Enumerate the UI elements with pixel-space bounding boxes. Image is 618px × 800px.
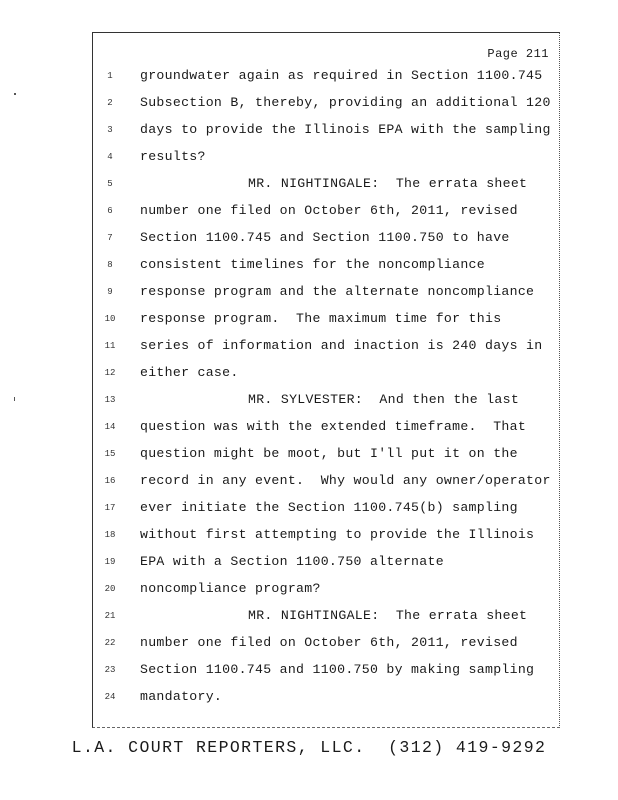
line-number: 3 [107,125,113,135]
line-number: 15 [104,449,116,459]
line-text: without first attempting to provide the Illinois [140,527,535,542]
line-text: question was with the extended timeframe. That [140,419,527,434]
line-number: 8 [107,260,113,270]
line-text: results? [140,149,206,164]
transcript-line [93,392,559,412]
line-number: 24 [104,692,116,702]
transcript-line [93,473,559,493]
line-number: 1 [107,71,113,81]
line-text: ever initiate the Section 1100.745(b) sampling [140,500,518,515]
line-text: consistent timelines for the noncompliance [140,257,485,272]
line-text: mandatory. [140,689,223,704]
line-text: question might be moot, but I'll put it on the [140,446,518,461]
line-number: 2 [107,98,113,108]
transcript-line [93,554,559,574]
line-number: 11 [104,341,116,351]
transcript-line [93,230,559,250]
line-number: 10 [104,314,116,324]
line-number: 20 [104,584,116,594]
line-text: Section 1100.745 and Section 1100.750 to have [140,230,510,245]
transcript-line [93,257,559,277]
transcript-line [93,311,559,331]
line-text: days to provide the Illinois EPA with the sampling [140,122,551,137]
transcript-line [93,662,559,682]
line-number: 5 [107,179,113,189]
scan-speck [14,397,15,401]
line-text: series of information and inaction is 240 days in [140,338,543,353]
line-text: number one filed on October 6th, 2011, revised [140,203,518,218]
transcript-line [93,581,559,601]
transcript-line [93,149,559,169]
line-number: 16 [104,476,116,486]
line-text: MR. NIGHTINGALE: The errata sheet [248,176,528,191]
line-number: 4 [107,152,113,162]
line-text: response program and the alternate noncompliance [140,284,535,299]
line-number: 12 [104,368,116,378]
line-number: 7 [107,233,113,243]
transcript-line [93,284,559,304]
line-number: 6 [107,206,113,216]
line-text: number one filed on October 6th, 2011, revised [140,635,518,650]
line-number: 18 [104,530,116,540]
line-text: Section 1100.745 and 1100.750 by making sampling [140,662,535,677]
transcript-line [93,446,559,466]
line-number: 23 [104,665,116,675]
line-text: MR. SYLVESTER: And then the last [248,392,520,407]
transcript-line [93,419,559,439]
transcript-line [93,176,559,196]
line-number: 9 [107,287,113,297]
transcript-line [93,500,559,520]
line-text: noncompliance program? [140,581,321,596]
line-number: 22 [104,638,116,648]
transcript-line [93,338,559,358]
transcript-line [93,635,559,655]
line-text: response program. The maximum time for this [140,311,502,326]
line-number: 17 [104,503,116,513]
line-text: groundwater again as required in Section 1100.745 [140,68,543,83]
line-number: 13 [104,395,116,405]
transcript-line [93,68,559,88]
transcript-line [93,689,559,709]
transcript-line [93,203,559,223]
line-number: 14 [104,422,116,432]
transcript-line [93,527,559,547]
transcript-line [93,122,559,142]
line-text: record in any event. Why would any owner/operator [140,473,551,488]
scan-speck [14,93,16,95]
line-text: Subsection B, thereby, providing an additional 120 [140,95,551,110]
line-text: EPA with a Section 1100.750 alternate [140,554,444,569]
line-text: either case. [140,365,239,380]
line-number: 19 [104,557,116,567]
transcript-page [92,32,560,728]
page-number: Page 211 [487,47,549,61]
line-number: 21 [104,611,116,621]
transcript-line [93,95,559,115]
transcript-line [93,608,559,628]
footer-court-reporters: L.A. COURT REPORTERS, LLC. (312) 419-9292 [71,738,547,757]
line-text: MR. NIGHTINGALE: The errata sheet [248,608,528,623]
transcript-line [93,365,559,385]
